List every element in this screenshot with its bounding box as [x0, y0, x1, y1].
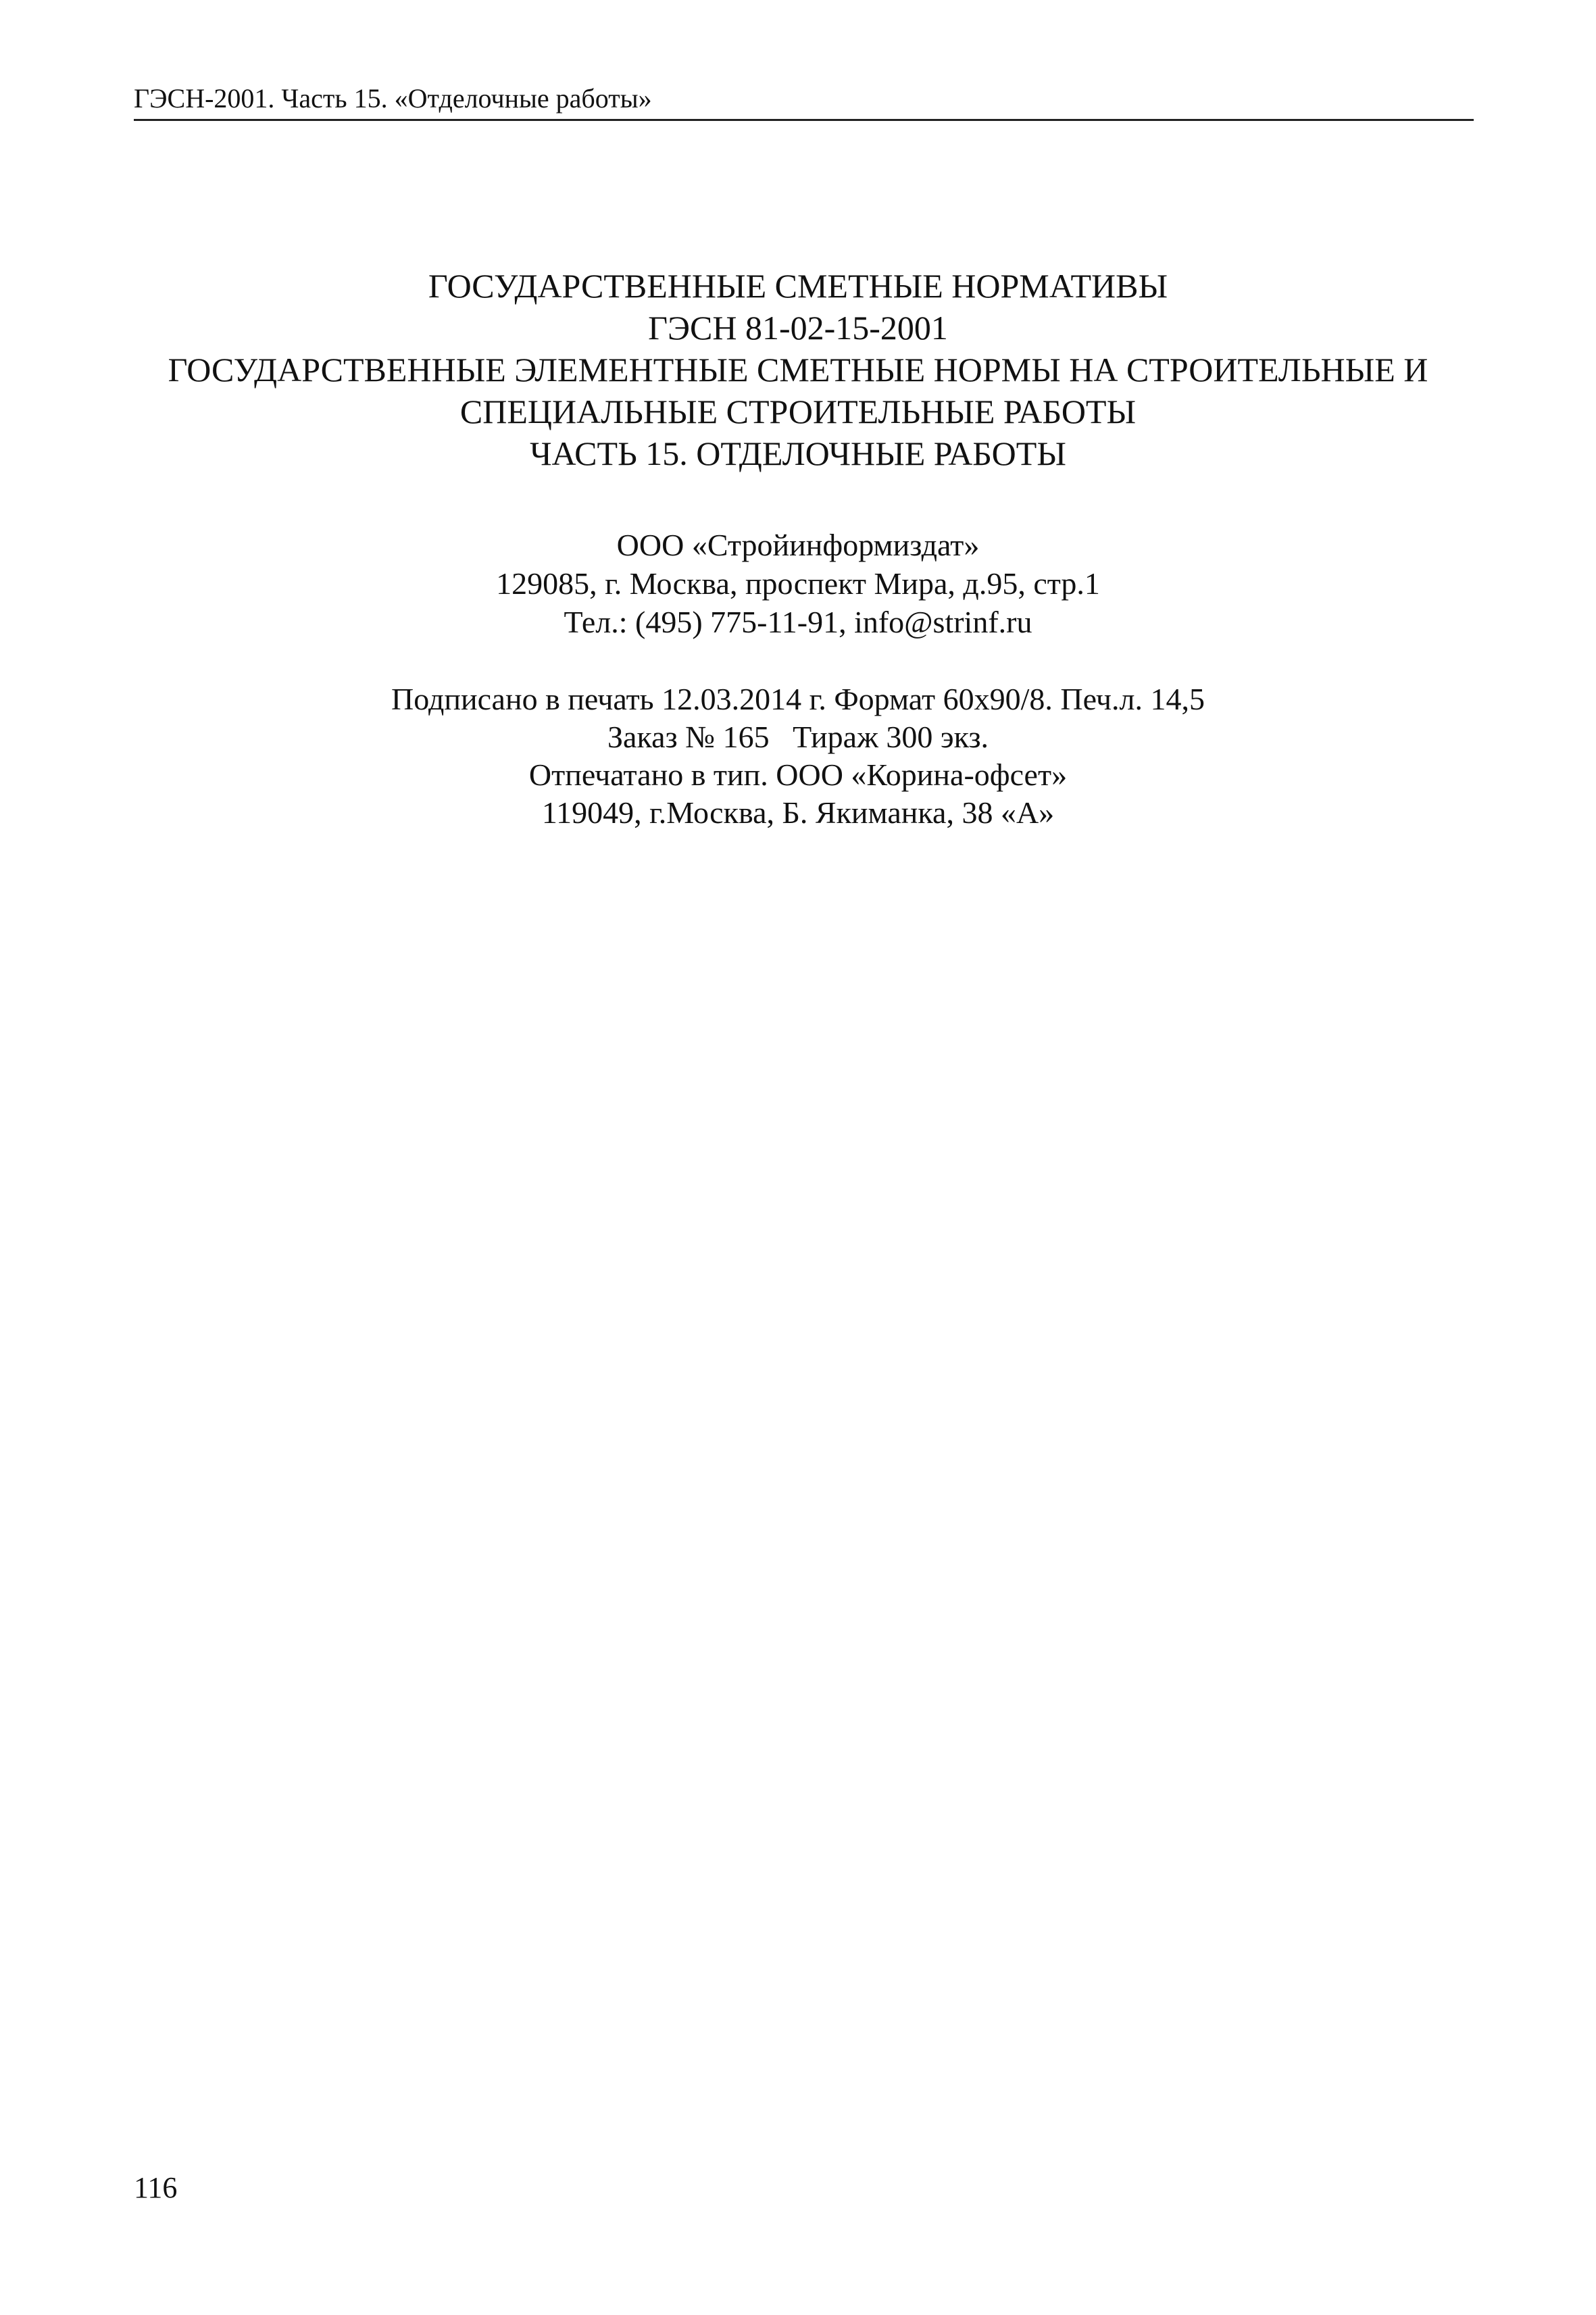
title-line-2: ГЭСН 81-02-15-2001	[648, 309, 948, 347]
publisher-contacts: Тел.: (495) 775-11-91, info@strinf.ru	[564, 605, 1032, 639]
print-signed: Подписано в печать 12.03.2014 г. Формат 60х90/8. Печ.л. 14,5	[391, 682, 1205, 716]
header-rule	[134, 119, 1474, 121]
title-line-1: ГОСУДАРСТВЕННЫЕ СМЕТНЫЕ НОРМАТИВЫ	[428, 267, 1168, 305]
title-line-5: ЧАСТЬ 15. ОТДЕЛОЧНЫЕ РАБОТЫ	[530, 434, 1066, 472]
print-order: Заказ № 165 Тираж 300 экз.	[607, 720, 989, 754]
print-printer: Отпечатано в тип. ООО «Корина-офсет»	[528, 757, 1068, 792]
print-printer-address: 119049, г.Москва, Б. Якиманка, 38 «А»	[541, 795, 1055, 830]
page-number: 116	[134, 2171, 178, 2204]
title-line-4: СПЕЦИАЛЬНЫЕ СТРОИТЕЛЬНЫЕ РАБОТЫ	[459, 393, 1137, 430]
publisher-block	[0, 526, 1596, 641]
title-line-3: ГОСУДАРСТВЕННЫЕ ЭЛЕМЕНТНЫЕ СМЕТНЫЕ НОРМЫ НА СТРОИТЕЛЬНЫЕ И	[168, 351, 1428, 389]
publisher-name: ООО «Стройинформиздат»	[616, 528, 980, 562]
print-info-block	[0, 680, 1596, 832]
running-header: ГЭСН-2001. Часть 15. «Отделочные работы»	[134, 83, 652, 114]
title-block	[0, 265, 1596, 474]
publisher-address: 129085, г. Москва, проспект Мира, д.95, стр.1	[496, 566, 1100, 601]
